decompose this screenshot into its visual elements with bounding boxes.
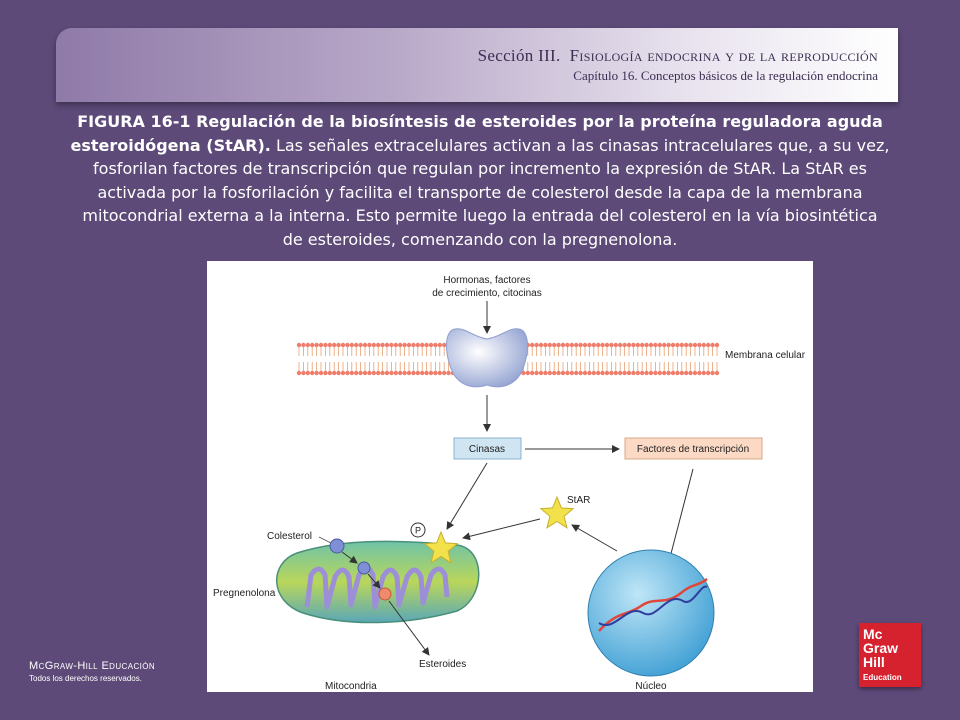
lipid-head bbox=[662, 371, 666, 375]
lipid-head bbox=[583, 371, 587, 375]
lipid-head bbox=[341, 371, 345, 375]
phosphate-label: P bbox=[414, 525, 422, 536]
membrane-label: Membrana celular bbox=[725, 350, 806, 361]
figure-panel bbox=[207, 261, 813, 692]
publisher-label: McGraw-Hill Educación bbox=[29, 660, 156, 672]
lipid-head bbox=[446, 371, 450, 375]
lipid-head bbox=[640, 343, 644, 347]
arrow-star-mitochondria bbox=[463, 519, 540, 538]
lipid-head bbox=[565, 371, 569, 375]
nucleus-label: Núcleo bbox=[635, 681, 667, 692]
lipid-head bbox=[561, 371, 565, 375]
lipid-head bbox=[636, 343, 640, 347]
lipid-head bbox=[631, 371, 635, 375]
lipid-head bbox=[622, 371, 626, 375]
lipid-head bbox=[534, 371, 538, 375]
pregnenolone-molecule bbox=[379, 588, 391, 600]
lipid-head bbox=[715, 371, 719, 375]
lipid-head bbox=[350, 343, 354, 347]
lipid-head bbox=[354, 343, 358, 347]
lipid-head bbox=[587, 343, 591, 347]
lipid-head bbox=[438, 343, 442, 347]
lipid-head bbox=[306, 371, 310, 375]
lipid-head bbox=[649, 371, 653, 375]
steroids-label: Esteroides bbox=[419, 659, 467, 670]
lipid-head bbox=[301, 371, 305, 375]
lipid-head bbox=[314, 343, 318, 347]
lipid-head bbox=[627, 371, 631, 375]
lipid-head bbox=[710, 371, 714, 375]
lipid-head bbox=[693, 371, 697, 375]
lipid-head bbox=[534, 343, 538, 347]
lipid-head bbox=[592, 343, 596, 347]
lipid-head bbox=[666, 343, 670, 347]
lipid-head bbox=[367, 371, 371, 375]
section-title: Fisiología endocrina y de la reproducción bbox=[569, 46, 878, 65]
lipid-head bbox=[407, 371, 411, 375]
lipid-head bbox=[680, 371, 684, 375]
lipid-head bbox=[627, 343, 631, 347]
arrow-kinases-star bbox=[447, 463, 487, 529]
lipid-head bbox=[552, 343, 556, 347]
lipid-head bbox=[394, 343, 398, 347]
lipid-head bbox=[675, 343, 679, 347]
lipid-head bbox=[358, 343, 362, 347]
lipid-head bbox=[684, 371, 688, 375]
lipid-head bbox=[631, 343, 635, 347]
lipid-head bbox=[596, 343, 600, 347]
lipid-head bbox=[618, 371, 622, 375]
lipid-head bbox=[530, 343, 534, 347]
lipid-head bbox=[354, 371, 358, 375]
lipid-head bbox=[416, 343, 420, 347]
lipid-head bbox=[565, 343, 569, 347]
lipid-head bbox=[706, 343, 710, 347]
lipid-head bbox=[539, 343, 543, 347]
lipid-head bbox=[332, 371, 336, 375]
lipid-head bbox=[600, 343, 604, 347]
cholesterol-inner bbox=[358, 562, 370, 574]
cholesterol-molecule bbox=[330, 539, 344, 553]
lipid-head bbox=[688, 343, 692, 347]
lipid-head bbox=[697, 371, 701, 375]
lipid-head bbox=[411, 343, 415, 347]
steroid-regulation-diagram bbox=[207, 261, 813, 692]
lipid-head bbox=[662, 343, 666, 347]
lipid-head bbox=[548, 371, 552, 375]
lipid-head bbox=[622, 343, 626, 347]
lipid-head bbox=[372, 343, 376, 347]
lipid-head bbox=[706, 371, 710, 375]
caption-label: FIGURA 16-1 Regulación de la biosíntesis de esteroides por la proteína reguladora aguda esteroidógena (StAR). bbox=[70, 112, 883, 155]
lipid-head bbox=[644, 343, 648, 347]
lipid-head bbox=[618, 343, 622, 347]
lipid-head bbox=[363, 343, 367, 347]
lipid-head bbox=[684, 343, 688, 347]
lipid-head bbox=[570, 343, 574, 347]
lipid-head bbox=[345, 343, 349, 347]
lipid-head bbox=[697, 343, 701, 347]
lipid-head bbox=[319, 343, 323, 347]
rights-label: Todos los derechos reservados. bbox=[29, 674, 142, 683]
lipid-head bbox=[345, 371, 349, 375]
mcgraw-hill-logo: Mc Graw Hill Education bbox=[859, 623, 921, 687]
pregnenolone-label: Pregnenolona bbox=[213, 588, 276, 599]
lipid-head bbox=[314, 371, 318, 375]
lipid-head bbox=[424, 343, 428, 347]
lipid-head bbox=[671, 371, 675, 375]
lipid-head bbox=[336, 371, 340, 375]
lipid-head bbox=[578, 371, 582, 375]
caption-body: Las señales extracelulares activan a las cinasas intracelulares que, a su vez, fosforilan factores de transcripción que regulan por incremento la expresión de StAR. La StAR es activada por la fosforilación y facilita el transporte de colesterol desde la capa de la membrana mitocondrial externa a la interna. Esto permite luego la entrada del colesterol en la vía biosintética de esteroides, comenzando con la pregnenolona. bbox=[82, 135, 890, 249]
lipid-head bbox=[310, 371, 314, 375]
lipid-head bbox=[411, 371, 415, 375]
lipid-head bbox=[561, 343, 565, 347]
lipid-head bbox=[693, 343, 697, 347]
lipid-head bbox=[675, 371, 679, 375]
lipid-head bbox=[702, 343, 706, 347]
lipid-head bbox=[649, 343, 653, 347]
lipid-head bbox=[587, 371, 591, 375]
receptor bbox=[447, 329, 528, 387]
lipid-head bbox=[372, 371, 376, 375]
lipid-head bbox=[653, 343, 657, 347]
lipid-head bbox=[380, 371, 384, 375]
lipid-head bbox=[548, 343, 552, 347]
lipid-head bbox=[552, 371, 556, 375]
lipid-head bbox=[539, 371, 543, 375]
lipid-head bbox=[543, 371, 547, 375]
lipid-head bbox=[710, 343, 714, 347]
lipid-head bbox=[358, 371, 362, 375]
lipid-head bbox=[609, 343, 613, 347]
lipid-head bbox=[438, 371, 442, 375]
lipid-head bbox=[341, 343, 345, 347]
lipid-head bbox=[574, 343, 578, 347]
lipid-head bbox=[433, 343, 437, 347]
transcription-label: Factores de transcripción bbox=[636, 444, 750, 455]
lipid-head bbox=[429, 343, 433, 347]
lipid-head bbox=[367, 343, 371, 347]
lipid-head bbox=[398, 343, 402, 347]
cholesterol-label: Colesterol bbox=[267, 531, 313, 542]
lipid-head bbox=[332, 343, 336, 347]
lipid-head bbox=[605, 343, 609, 347]
chapter-title: Capítulo 16. Conceptos básicos de la regulación endocrina bbox=[573, 68, 878, 83]
lipid-head bbox=[570, 371, 574, 375]
lipid-head bbox=[688, 371, 692, 375]
lipid-head bbox=[605, 371, 609, 375]
mitochondria-label: Mitocondria bbox=[325, 681, 377, 692]
lipid-head bbox=[530, 371, 534, 375]
cholesterol-leader bbox=[319, 537, 331, 543]
figure-caption bbox=[70, 110, 890, 251]
hormones-label-2: de crecimiento, citocinas bbox=[432, 288, 542, 299]
lipid-head bbox=[442, 343, 446, 347]
lipid-head bbox=[350, 371, 354, 375]
lipid-head bbox=[658, 371, 662, 375]
lipid-head bbox=[407, 343, 411, 347]
lipid-head bbox=[680, 343, 684, 347]
lipid-head bbox=[310, 343, 314, 347]
lipid-head bbox=[644, 371, 648, 375]
section-number: Sección III. bbox=[477, 46, 561, 65]
lipid-head bbox=[376, 343, 380, 347]
lipid-head bbox=[658, 343, 662, 347]
lipid-head bbox=[376, 371, 380, 375]
lipid-head bbox=[583, 343, 587, 347]
lipid-head bbox=[297, 343, 301, 347]
lipid-head bbox=[596, 371, 600, 375]
lipid-head bbox=[328, 371, 332, 375]
lipid-head bbox=[323, 371, 327, 375]
lipid-head bbox=[614, 343, 618, 347]
lipid-head bbox=[297, 371, 301, 375]
hormones-label-1: Hormonas, factores bbox=[443, 275, 531, 286]
lipid-head bbox=[574, 371, 578, 375]
lipid-head bbox=[328, 343, 332, 347]
lipid-head bbox=[614, 371, 618, 375]
lipid-head bbox=[609, 371, 613, 375]
lipid-head bbox=[433, 371, 437, 375]
lipid-head bbox=[389, 343, 393, 347]
kinases-label: Cinasas bbox=[468, 444, 506, 455]
lipid-head bbox=[301, 343, 305, 347]
lipid-head bbox=[666, 371, 670, 375]
lipid-head bbox=[402, 371, 406, 375]
lipid-head bbox=[715, 343, 719, 347]
lipid-head bbox=[640, 371, 644, 375]
lipid-head bbox=[543, 343, 547, 347]
lipid-head bbox=[394, 371, 398, 375]
lipid-head bbox=[653, 371, 657, 375]
lipid-head bbox=[323, 343, 327, 347]
lipid-head bbox=[600, 371, 604, 375]
lipid-head bbox=[592, 371, 596, 375]
lipid-head bbox=[380, 343, 384, 347]
section-heading bbox=[478, 46, 878, 66]
star-label: StAR bbox=[567, 495, 591, 506]
lipid-head bbox=[385, 371, 389, 375]
lipid-head bbox=[420, 371, 424, 375]
lipid-head bbox=[402, 343, 406, 347]
lipid-head bbox=[556, 371, 560, 375]
lipid-head bbox=[702, 371, 706, 375]
lipid-head bbox=[416, 371, 420, 375]
lipid-head bbox=[306, 343, 310, 347]
lipid-head bbox=[385, 343, 389, 347]
lipid-head bbox=[671, 343, 675, 347]
arrow-nucleus-star bbox=[572, 525, 617, 551]
lipid-head bbox=[420, 343, 424, 347]
lipid-head bbox=[578, 343, 582, 347]
lipid-head bbox=[442, 371, 446, 375]
lipid-head bbox=[556, 343, 560, 347]
lipid-head bbox=[429, 371, 433, 375]
lipid-head bbox=[424, 371, 428, 375]
lipid-head bbox=[636, 371, 640, 375]
lipid-head bbox=[363, 371, 367, 375]
lipid-head bbox=[389, 371, 393, 375]
lipid-head bbox=[319, 371, 323, 375]
lipid-head bbox=[526, 371, 530, 375]
lipid-head bbox=[336, 343, 340, 347]
lipid-head bbox=[398, 371, 402, 375]
